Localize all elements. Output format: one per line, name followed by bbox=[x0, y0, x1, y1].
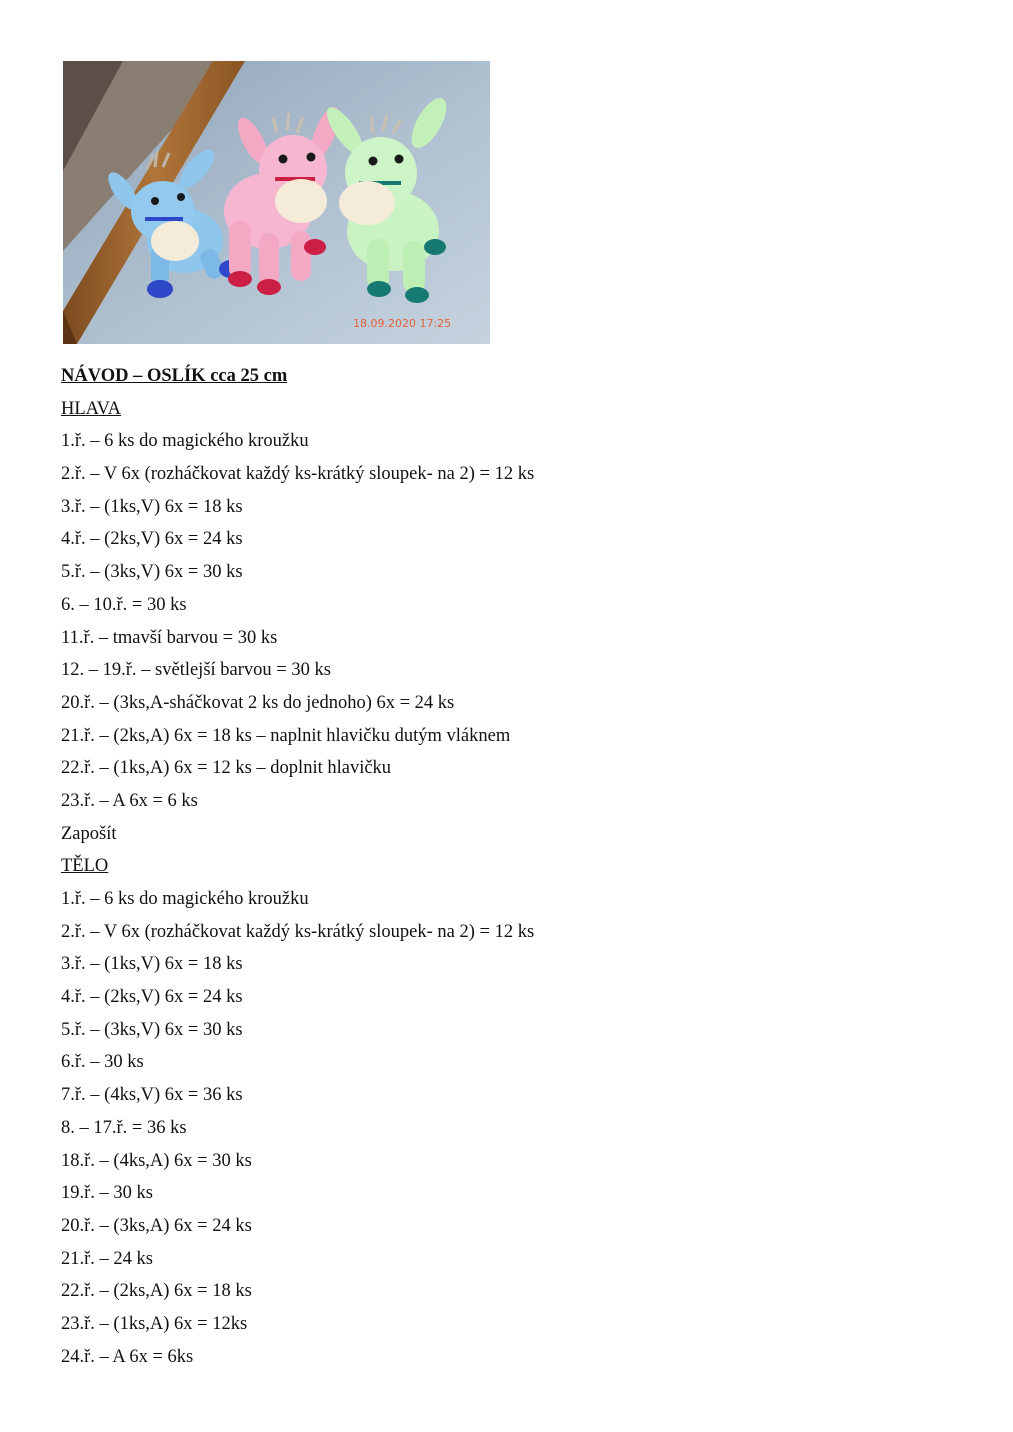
section-heading-head: HLAVA bbox=[61, 398, 121, 419]
document-title: NÁVOD – OSLÍK cca 25 cm bbox=[61, 366, 288, 386]
head-line: 23.ř. – A 6x = 6 ks bbox=[61, 790, 198, 811]
head-line: 5.ř. – (3ks,V) 6x = 30 ks bbox=[61, 562, 243, 583]
body-line: 24.ř. – A 6x = 6ks bbox=[61, 1346, 194, 1367]
body-line: 23.ř. – (1ks,A) 6x = 12ks bbox=[61, 1313, 248, 1334]
body-line: 8. – 17.ř. = 36 ks bbox=[61, 1117, 187, 1138]
pattern-document bbox=[61, 360, 961, 1373]
body-line: 7.ř. – (4ks,V) 6x = 36 ks bbox=[61, 1085, 243, 1106]
body-line: 1.ř. – 6 ks do magického kroužku bbox=[61, 889, 309, 909]
body-line: 4.ř. – (2ks,V) 6x = 24 ks bbox=[61, 987, 243, 1008]
body-line: 3.ř. – (1ks,V) 6x = 18 ks bbox=[61, 954, 243, 975]
donkey-toys-photo bbox=[63, 61, 490, 344]
head-line: 11.ř. – tmavší barvou = 30 ks bbox=[61, 627, 278, 648]
body-line: 22.ř. – (2ks,A) 6x = 18 ks bbox=[61, 1281, 252, 1302]
head-line: 22.ř. – (1ks,A) 6x = 12 ks – doplnit hlavičku bbox=[61, 758, 392, 779]
body-line: 21.ř. – 24 ks bbox=[61, 1248, 153, 1269]
head-line: 3.ř. – (1ks,V) 6x = 18 ks bbox=[61, 496, 243, 517]
body-line: 6.ř. – 30 ks bbox=[61, 1052, 144, 1073]
body-line: 20.ř. – (3ks,A) 6x = 24 ks bbox=[61, 1215, 252, 1236]
photo-illustration bbox=[63, 61, 490, 344]
head-line: 12. – 19.ř. – světlejší barvou = 30 ks bbox=[61, 660, 331, 681]
head-line: 20.ř. – (3ks,A-sháčkovat 2 ks do jednoho) 6x = 24 ks bbox=[61, 692, 455, 713]
body-line: 2.ř. – V 6x (rozháčkovat každý ks-krátký sloupek- na 2) = 12 ks bbox=[61, 921, 535, 942]
photo-timestamp: 18.09.2020 17:25 bbox=[353, 317, 452, 330]
head-line: 4.ř. – (2ks,V) 6x = 24 ks bbox=[61, 529, 243, 550]
section-heading-body: TĚLO bbox=[61, 856, 109, 877]
head-line: 2.ř. – V 6x (rozháčkovat každý ks-krátký sloupek- na 2) = 12 ks bbox=[61, 464, 535, 485]
head-line: 1.ř. – 6 ks do magického kroužku bbox=[61, 431, 309, 452]
head-line: 6. – 10.ř. = 30 ks bbox=[61, 594, 187, 615]
body-line: 18.ř. – (4ks,A) 6x = 30 ks bbox=[61, 1150, 252, 1171]
body-line: 19.ř. – 30 ks bbox=[61, 1183, 153, 1204]
head-line: 21.ř. – (2ks,A) 6x = 18 ks – naplnit hlavičku dutým vláknem bbox=[61, 725, 511, 746]
body-line: 5.ř. – (3ks,V) 6x = 30 ks bbox=[61, 1019, 243, 1040]
head-line: Zapošít bbox=[61, 823, 117, 844]
